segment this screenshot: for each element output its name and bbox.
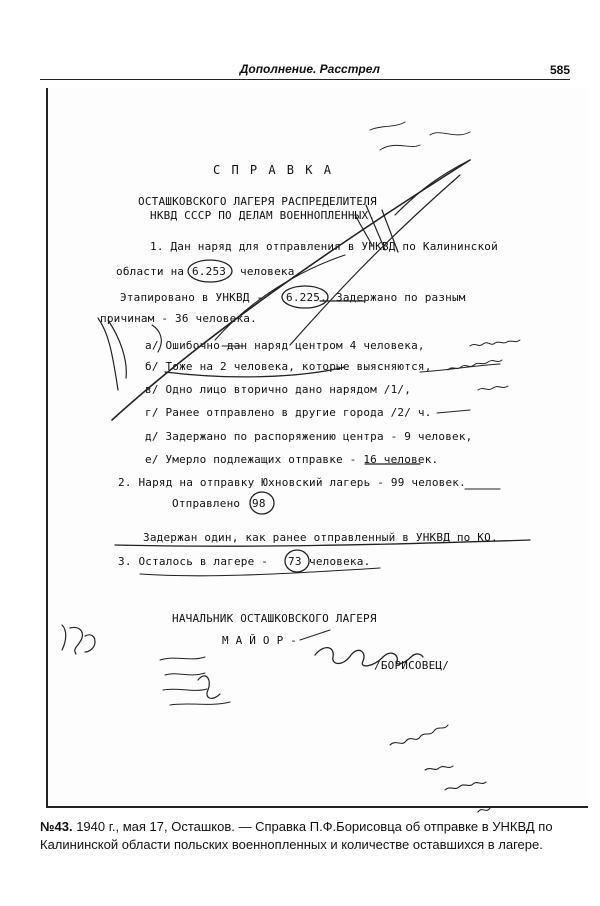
figure-caption [40,818,570,854]
paragraph-1-line-4: причинам - 36 человека. [100,312,257,325]
document-subtitle-1: ОСТАШКОВСКОГО ЛАГЕРЯ РАСПРЕДЕЛИТЕЛЯ [138,195,377,208]
circled-number-6253: 6.253 [192,265,227,278]
caption-text: 1940 г., мая 17, Осташков. — Справка П.Ф.Борисовца об отправке в УНКВД по Калининской области польских военнопленных и количестве оставшихся в лагере. [40,819,553,852]
signature-name: /БОРИСОВЕЦ/ [374,659,450,672]
caption-number: №43. [40,819,73,834]
paragraph-2-sent-label: Отправлено [172,497,241,510]
document-subtitle-2: НКВД СССР ПО ДЕЛАМ ВОЕННОПЛЕННЫХ. [150,209,376,222]
list-item-b: б/ Тоже на 2 человека, которые выясняются, [145,360,432,373]
paragraph-1-line-2b: человека. [240,265,302,278]
paragraph-1-line-3b: Задержано по разным [336,291,466,304]
list-item-e: е/ Умерло подлежащих отправке - 16 человек. [145,453,439,466]
paragraph-3-a: 3. Осталось в лагере - [118,555,269,568]
paragraph-1-line-2a: области на [116,265,185,278]
circled-number-73: 73 [288,555,302,568]
document-title: С П Р А В К А [213,163,333,177]
list-item-g: г/ Ранее отправлено в другие города /2/ ч. [145,406,432,419]
running-header-title: Дополнение. Расстрел [239,62,380,76]
list-item-d: д/ Задержано по распоряжению центра - 9 человек, [145,430,473,443]
paragraph-2-line-1: 2. Наряд на отправку Юхновский лагерь - 99 человек. [118,476,466,489]
circled-number-6225: 6.225. [286,291,327,304]
circled-number-98: 98 [252,497,266,510]
paragraph-3-b: человека. [309,555,371,568]
signature-title: НАЧАЛЬНИК ОСТАШКОВСКОГО ЛАГЕРЯ [172,612,377,625]
list-item-v: в/ Одно лицо вторично дано нарядом /1/, [145,383,412,396]
paragraph-2-line-3: Задержан один, как ранее отправленный в УНКВД по КО. [143,531,498,544]
page-number: 585 [549,63,570,77]
signature-rank: М А Й О Р - [222,634,298,647]
paragraph-1-line-3a: Этапировано в УНКВД - [120,291,264,304]
paragraph-1-line-1: 1. Дан наряд для отправления в УНКВД по Калининской [150,240,498,253]
list-item-a: а/ Ошибочно дан наряд центром 4 человека, [145,339,425,352]
